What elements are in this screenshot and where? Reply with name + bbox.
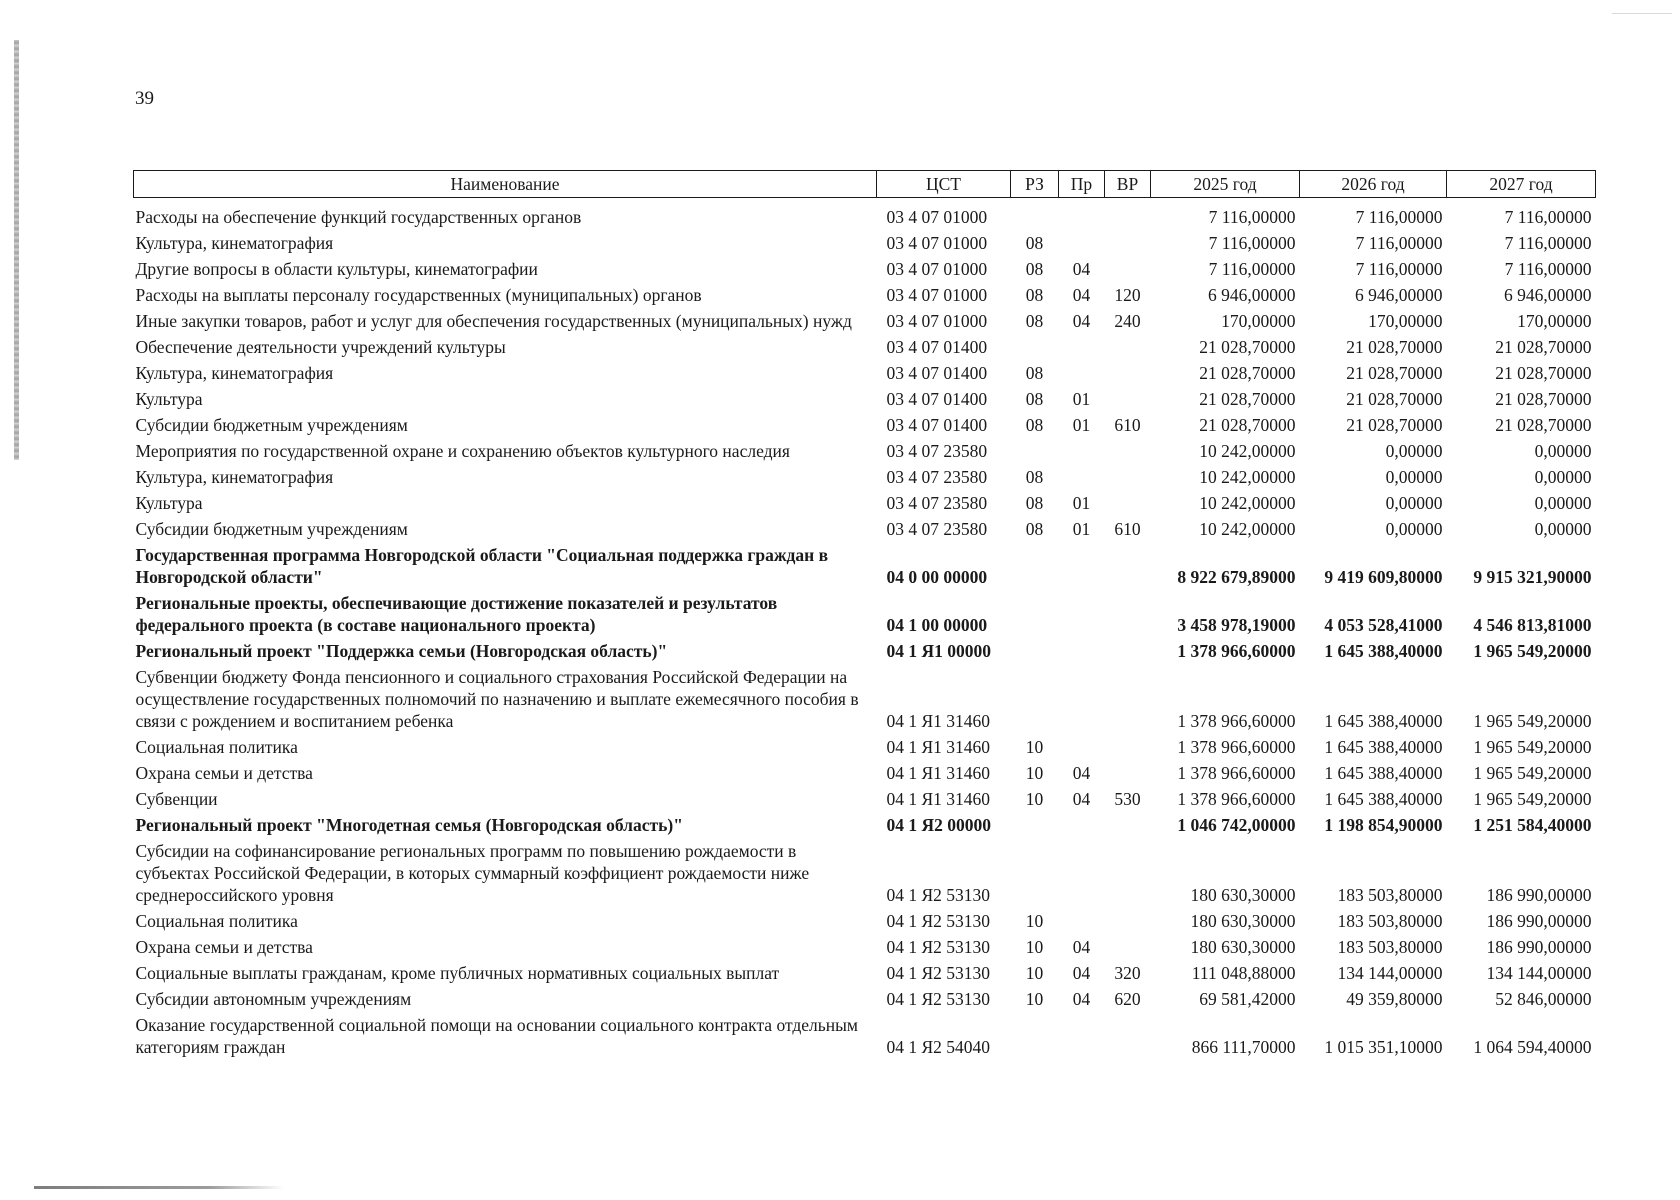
cell-rz: 08: [1025, 467, 1044, 487]
header-2026: 2026 год: [1300, 171, 1447, 198]
cell-name: Субсидии на софинансирование региональных программ по повышению рождаемости в субъектах Российской Федерации, в которых суммарный коэффициент рождаемости ниже среднероссийского уровня: [135, 841, 810, 905]
table-row: [134, 438, 1596, 464]
table-row: [134, 464, 1596, 490]
cell-cst: 03 4 07 01000: [886, 207, 988, 227]
cell-vr: [1105, 198, 1151, 231]
header-vr: ВР: [1105, 171, 1151, 198]
cell-rz: 10: [1025, 763, 1044, 783]
cell-2026: 1 645 388,40000: [1324, 737, 1443, 757]
cell-2026: 21 028,70000: [1346, 337, 1443, 357]
table-row: [134, 838, 1596, 908]
cell-vr: [1105, 590, 1151, 638]
cell-rz: 08: [1025, 389, 1044, 409]
cell-vr: [1105, 438, 1151, 464]
cell-2025: 10 242,00000: [1199, 441, 1296, 461]
cell-name: Государственная программа Новгородской области "Социальная поддержка граждан в Новгородской области": [135, 545, 829, 587]
cell-name: Охрана семьи и детства: [135, 937, 313, 957]
scan-bottom-mark: [34, 1186, 284, 1189]
cell-rz: 10: [1025, 789, 1044, 809]
cell-pr: [1059, 590, 1105, 638]
cell-name: Охрана семьи и детства: [135, 763, 313, 783]
cell-name: Субсидии бюджетным учреждениям: [135, 415, 408, 435]
header-cst: ЦСТ: [877, 171, 1011, 198]
cell-vr: 320: [1114, 963, 1141, 983]
cell-2025: 10 242,00000: [1199, 519, 1296, 539]
cell-name: Мероприятия по государственной охране и сохранению объектов культурного наследия: [135, 441, 790, 461]
cell-rz: [1011, 198, 1059, 231]
cell-name: Культура, кинематография: [135, 467, 334, 487]
cell-vr: 240: [1114, 311, 1141, 331]
cell-vr: 120: [1114, 285, 1141, 305]
cell-2027: 0,00000: [1534, 519, 1592, 539]
cell-cst: 04 1 Я2 00000: [886, 815, 992, 835]
cell-2025: 69 581,42000: [1199, 989, 1296, 1009]
table-row: [134, 386, 1596, 412]
cell-pr: 01: [1072, 493, 1091, 513]
cell-pr: [1059, 1012, 1105, 1060]
cell-pr: 04: [1072, 259, 1091, 279]
cell-2027: 1 965 549,20000: [1473, 641, 1592, 661]
cell-2027: 1 064 594,40000: [1473, 1037, 1592, 1057]
table-row: [134, 308, 1596, 334]
header-pr: Пр: [1059, 171, 1105, 198]
table-row: [134, 734, 1596, 760]
cell-2027: 7 116,00000: [1504, 233, 1592, 253]
scan-edge-mark: [14, 40, 19, 460]
cell-2027: 134 144,00000: [1486, 963, 1592, 983]
cell-pr: 04: [1072, 285, 1091, 305]
table-row: [134, 760, 1596, 786]
cell-2025: 10 242,00000: [1199, 493, 1296, 513]
cell-name: Другие вопросы в области культуры, кинематографии: [135, 259, 538, 279]
cell-2027: 1 965 549,20000: [1473, 789, 1592, 809]
cell-name: Обеспечение деятельности учреждений культуры: [135, 337, 506, 357]
cell-cst: 03 4 07 01400: [886, 415, 988, 435]
cell-2026: 7 116,00000: [1355, 207, 1443, 227]
table-row: [134, 960, 1596, 986]
cell-pr: 01: [1072, 389, 1091, 409]
cell-name: Социальные выплаты гражданам, кроме публичных нормативных социальных выплат: [135, 963, 780, 983]
cell-cst: 03 4 07 23580: [886, 493, 988, 513]
cell-2025: 111 048,88000: [1191, 963, 1296, 983]
cell-2027: 170,00000: [1517, 311, 1592, 331]
cell-rz: 08: [1025, 519, 1044, 539]
cell-vr: [1105, 386, 1151, 412]
table-row: [134, 198, 1596, 231]
cell-rz: 08: [1025, 311, 1044, 331]
cell-2027: 4 546 813,81000: [1473, 615, 1592, 635]
cell-name: Региональный проект "Поддержка семьи (Новгородская область)": [135, 641, 668, 661]
cell-rz: [1011, 438, 1059, 464]
cell-2027: 186 990,00000: [1486, 937, 1592, 957]
cell-pr: [1059, 908, 1105, 934]
cell-2026: 183 503,80000: [1337, 885, 1443, 905]
cell-2025: 7 116,00000: [1208, 207, 1296, 227]
cell-vr: [1105, 934, 1151, 960]
cell-rz: [1011, 638, 1059, 664]
cell-name: Расходы на обеспечение функций государственных органов: [135, 207, 582, 227]
cell-cst: 04 1 Я2 53130: [886, 911, 991, 931]
cell-cst: 04 1 Я2 53130: [886, 989, 991, 1009]
cell-vr: [1105, 464, 1151, 490]
cell-rz: [1011, 334, 1059, 360]
cell-pr: [1059, 838, 1105, 908]
cell-rz: [1011, 664, 1059, 734]
cell-pr: [1059, 812, 1105, 838]
table-row: [134, 664, 1596, 734]
cell-2025: 7 116,00000: [1208, 233, 1296, 253]
cell-name: Региональный проект "Многодетная семья (Новгородская область)": [135, 815, 683, 835]
cell-2027: 21 028,70000: [1495, 363, 1592, 383]
cell-cst: 04 1 Я2 53130: [886, 885, 991, 905]
cell-2025: 21 028,70000: [1199, 337, 1296, 357]
table-row: [134, 908, 1596, 934]
cell-2025: 10 242,00000: [1199, 467, 1296, 487]
cell-rz: [1011, 542, 1059, 590]
cell-2026: 0,00000: [1385, 493, 1443, 513]
cell-pr: 04: [1072, 311, 1091, 331]
scan-corner-mark: [1612, 13, 1672, 14]
cell-vr: 620: [1114, 989, 1141, 1009]
cell-2025: 7 116,00000: [1208, 259, 1296, 279]
cell-2026: 1 198 854,90000: [1324, 815, 1443, 835]
cell-2026: 1 645 388,40000: [1324, 641, 1443, 661]
cell-rz: 08: [1025, 493, 1044, 513]
cell-2025: 6 946,00000: [1208, 285, 1296, 305]
cell-rz: 10: [1025, 989, 1044, 1009]
header-2025: 2025 год: [1151, 171, 1300, 198]
cell-cst: 03 4 07 01000: [886, 259, 988, 279]
cell-pr: [1059, 464, 1105, 490]
cell-2027: 52 846,00000: [1495, 989, 1592, 1009]
table-row: [134, 256, 1596, 282]
cell-pr: [1059, 230, 1105, 256]
cell-cst: 04 1 Я1 31460: [886, 737, 991, 757]
cell-rz: 08: [1025, 415, 1044, 435]
cell-2026: 6 946,00000: [1355, 285, 1443, 305]
cell-2025: 21 028,70000: [1199, 415, 1296, 435]
cell-2027: 0,00000: [1534, 467, 1592, 487]
cell-2027: 0,00000: [1534, 441, 1592, 461]
cell-name: Субвенции бюджету Фонда пенсионного и социального страхования Российской Федерации на осуществление государственных полномочий по назначению и выплате ежемесячного пособия в связи с рождением и воспитанием ребенка: [135, 667, 859, 731]
header-2027: 2027 год: [1447, 171, 1596, 198]
cell-2026: 0,00000: [1385, 467, 1443, 487]
cell-2026: 170,00000: [1368, 311, 1443, 331]
cell-vr: [1105, 908, 1151, 934]
cell-2026: 0,00000: [1385, 519, 1443, 539]
table-row: [134, 986, 1596, 1012]
cell-2026: 7 116,00000: [1355, 259, 1443, 279]
cell-2026: 134 144,00000: [1337, 963, 1443, 983]
table-row: [134, 1012, 1596, 1060]
cell-vr: 610: [1114, 519, 1141, 539]
cell-cst: 04 0 00 00000: [886, 567, 988, 587]
cell-pr: [1059, 542, 1105, 590]
cell-vr: [1105, 256, 1151, 282]
cell-2025: 21 028,70000: [1199, 389, 1296, 409]
header-name: Наименование: [134, 171, 877, 198]
cell-cst: 03 4 07 01000: [886, 311, 988, 331]
cell-2026: 9 419 609,80000: [1324, 567, 1443, 587]
cell-name: Субвенции: [135, 789, 218, 809]
cell-2027: 7 116,00000: [1504, 207, 1592, 227]
cell-cst: 04 1 Я2 54040: [886, 1037, 991, 1057]
cell-cst: 04 1 Я1 31460: [886, 711, 991, 731]
cell-2026: 1 645 388,40000: [1324, 711, 1443, 731]
cell-rz: 10: [1025, 737, 1044, 757]
cell-2027: 1 965 549,20000: [1473, 763, 1592, 783]
cell-vr: [1105, 638, 1151, 664]
cell-pr: 04: [1072, 789, 1091, 809]
cell-2025: 180 630,30000: [1190, 911, 1296, 931]
cell-cst: 03 4 07 01400: [886, 363, 988, 383]
cell-2026: 183 503,80000: [1337, 937, 1443, 957]
cell-vr: [1105, 664, 1151, 734]
cell-2027: 21 028,70000: [1495, 389, 1592, 409]
cell-rz: [1011, 590, 1059, 638]
cell-2026: 1 645 388,40000: [1324, 763, 1443, 783]
table-row: [134, 490, 1596, 516]
cell-cst: 04 1 Я2 53130: [886, 937, 991, 957]
cell-rz: 10: [1025, 937, 1044, 957]
cell-2026: 4 053 528,41000: [1324, 615, 1443, 635]
cell-name: Субсидии автономным учреждениям: [135, 989, 412, 1009]
cell-2027: 1 965 549,20000: [1473, 711, 1592, 731]
cell-pr: [1059, 638, 1105, 664]
cell-pr: 01: [1072, 519, 1091, 539]
cell-name: Социальная политика: [135, 737, 298, 757]
cell-pr: [1059, 334, 1105, 360]
cell-cst: 03 4 07 01400: [886, 389, 988, 409]
cell-pr: [1059, 438, 1105, 464]
cell-pr: [1059, 198, 1105, 231]
table-row: [134, 590, 1596, 638]
cell-name: Расходы на выплаты персоналу государственных (муниципальных) органов: [135, 285, 702, 305]
cell-name: Культура: [135, 389, 203, 409]
table-body: [134, 198, 1596, 1061]
table-row: [134, 542, 1596, 590]
cell-name: Оказание государственной социальной помощи на основании социального контракта отдельным категориям граждан: [135, 1015, 858, 1057]
cell-pr: [1059, 664, 1105, 734]
cell-2026: 1 015 351,10000: [1324, 1037, 1443, 1057]
cell-cst: 03 4 07 01000: [886, 233, 988, 253]
cell-vr: 530: [1114, 789, 1141, 809]
cell-2025: 180 630,30000: [1190, 885, 1296, 905]
cell-2025: 1 378 966,60000: [1177, 641, 1296, 661]
budget-table: [133, 170, 1596, 1060]
cell-pr: 04: [1072, 763, 1091, 783]
table-row: [134, 282, 1596, 308]
cell-2027: 9 915 321,90000: [1473, 567, 1592, 587]
cell-rz: [1011, 1012, 1059, 1060]
cell-vr: [1105, 230, 1151, 256]
cell-name: Иные закупки товаров, работ и услуг для обеспечения государственных (муниципальных) нужд: [135, 311, 852, 331]
table-row: [134, 934, 1596, 960]
cell-vr: [1105, 1012, 1151, 1060]
table-row: [134, 412, 1596, 438]
cell-2026: 21 028,70000: [1346, 363, 1443, 383]
page-number: 39: [135, 88, 154, 109]
cell-rz: 10: [1025, 963, 1044, 983]
cell-2027: 21 028,70000: [1495, 415, 1592, 435]
cell-cst: 04 1 Я1 00000: [886, 641, 992, 661]
table-row: [134, 360, 1596, 386]
cell-rz: 08: [1025, 259, 1044, 279]
cell-2026: 183 503,80000: [1337, 911, 1443, 931]
cell-cst: 03 4 07 01400: [886, 337, 988, 357]
cell-2027: 0,00000: [1534, 493, 1592, 513]
cell-vr: 610: [1114, 415, 1141, 435]
cell-name: Региональные проекты, обеспечивающие достижение показателей и результатов федерального проекта (в составе национального проекта): [135, 593, 778, 635]
cell-rz: 08: [1025, 363, 1044, 383]
cell-2026: 21 028,70000: [1346, 415, 1443, 435]
cell-2025: 1 378 966,60000: [1177, 763, 1296, 783]
cell-2026: 21 028,70000: [1346, 389, 1443, 409]
cell-vr: [1105, 542, 1151, 590]
cell-2025: 21 028,70000: [1199, 363, 1296, 383]
cell-cst: 04 1 Я1 31460: [886, 763, 991, 783]
cell-2025: 1 046 742,00000: [1177, 815, 1296, 835]
cell-2025: 1 378 966,60000: [1177, 737, 1296, 757]
cell-rz: [1011, 812, 1059, 838]
cell-vr: [1105, 734, 1151, 760]
cell-2025: 1 378 966,60000: [1177, 789, 1296, 809]
cell-name: Субсидии бюджетным учреждениям: [135, 519, 408, 539]
cell-2025: 8 922 679,89000: [1177, 567, 1296, 587]
cell-cst: 04 1 00 00000: [886, 615, 988, 635]
cell-name: Социальная политика: [135, 911, 298, 931]
cell-vr: [1105, 812, 1151, 838]
table-row: [134, 786, 1596, 812]
table-row: [134, 516, 1596, 542]
table-row: [134, 812, 1596, 838]
cell-2025: 170,00000: [1221, 311, 1296, 331]
header-rz: РЗ: [1011, 171, 1059, 198]
cell-pr: 04: [1072, 937, 1091, 957]
cell-2026: 7 116,00000: [1355, 233, 1443, 253]
table-header: [134, 171, 1596, 198]
cell-pr: 04: [1072, 963, 1091, 983]
cell-vr: [1105, 838, 1151, 908]
cell-pr: 01: [1072, 415, 1091, 435]
cell-name: Культура: [135, 493, 203, 513]
cell-2026: 49 359,80000: [1346, 989, 1443, 1009]
cell-cst: 03 4 07 23580: [886, 467, 988, 487]
cell-2027: 21 028,70000: [1495, 337, 1592, 357]
cell-rz: 10: [1025, 911, 1044, 931]
cell-2025: 1 378 966,60000: [1177, 711, 1296, 731]
table-row: [134, 334, 1596, 360]
cell-2025: 180 630,30000: [1190, 937, 1296, 957]
cell-vr: [1105, 360, 1151, 386]
cell-2027: 1 251 584,40000: [1473, 815, 1592, 835]
cell-name: Культура, кинематография: [135, 363, 334, 383]
cell-pr: 04: [1072, 989, 1091, 1009]
header-row: [134, 171, 1596, 198]
table-row: [134, 638, 1596, 664]
cell-2027: 1 965 549,20000: [1473, 737, 1592, 757]
cell-vr: [1105, 760, 1151, 786]
cell-name: Культура, кинематография: [135, 233, 334, 253]
cell-cst: 04 1 Я1 31460: [886, 789, 991, 809]
cell-rz: 08: [1025, 233, 1044, 253]
cell-2027: 6 946,00000: [1504, 285, 1592, 305]
cell-cst: 03 4 07 23580: [886, 519, 988, 539]
cell-vr: [1105, 334, 1151, 360]
cell-2027: 186 990,00000: [1486, 911, 1592, 931]
cell-rz: [1011, 838, 1059, 908]
table-row: [134, 230, 1596, 256]
cell-2026: 0,00000: [1385, 441, 1443, 461]
cell-2027: 7 116,00000: [1504, 259, 1592, 279]
cell-pr: [1059, 734, 1105, 760]
cell-cst: 04 1 Я2 53130: [886, 963, 991, 983]
cell-2026: 1 645 388,40000: [1324, 789, 1443, 809]
cell-cst: 03 4 07 01000: [886, 285, 988, 305]
cell-2025: 3 458 978,19000: [1177, 615, 1296, 635]
cell-cst: 03 4 07 23580: [886, 441, 988, 461]
cell-pr: [1059, 360, 1105, 386]
cell-2027: 186 990,00000: [1486, 885, 1592, 905]
cell-vr: [1105, 490, 1151, 516]
cell-rz: 08: [1025, 285, 1044, 305]
cell-2025: 866 111,70000: [1191, 1037, 1296, 1057]
